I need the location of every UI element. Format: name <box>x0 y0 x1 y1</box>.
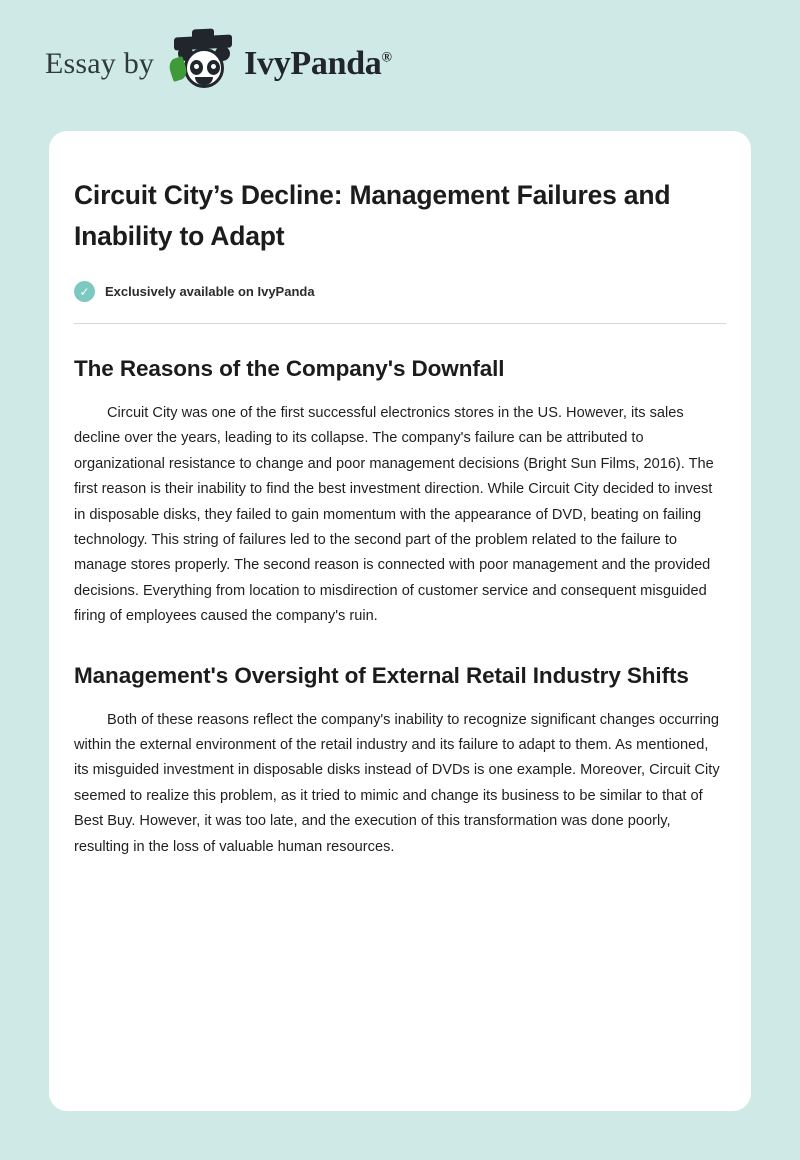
check-circle-icon: ✓ <box>74 281 95 302</box>
section-paragraph-2: Both of these reasons reflect the company's inability to recognize significant changes occurring within the external environment of the retail industry and its failure to adapt to them. As mentioned, its misguided investment in disposable disks instead of DVDs is one example. Moreover, Circuit City seemed to realize this problem, as it tried to mimic and change its business to be similar to that of Best Buy. However, it was too late, and the execution of this transformation was done poorly, resulting in the loss of valuable human resources. <box>74 711 720 855</box>
essay-card <box>49 131 751 1111</box>
panda-logo-icon <box>168 36 240 92</box>
brand-name <box>244 45 392 83</box>
section-paragraph-1: Circuit City was one of the first successful electronics stores in the US. However, its sales decline over the years, leading to its collapse. The company's failure can be attributed to organizational resistance to change and poor management decisions (Bright Sun Films, 2016). The first reason is their inability to find the best investment direction. While Circuit City decided to invest in disposable disks, they failed to gain momentum with the appearance of DVD, beating on failing technology. This string of failures led to the second part of the problem related to the failure to manage stores properly. The second reason is connected with poor management and the provided decisions. Everything from location to misdirection of customer service and consequent misguided firing of employees caused the company's ruin. <box>74 405 714 625</box>
section-heading-1: The Reasons of the Company's Downfall <box>74 356 505 381</box>
section-heading-2: Management's Oversight of External Retail Industry Shifts <box>74 662 689 688</box>
exclusive-badge <box>74 281 725 302</box>
ivypanda-logo[interactable] <box>168 36 392 92</box>
brand-header <box>0 0 800 90</box>
header-divider <box>74 323 726 324</box>
essay-by-label: Essay by <box>45 47 155 80</box>
registered-mark: ® <box>381 50 392 66</box>
brand-name-text: IvyPanda <box>244 45 382 82</box>
page-title: Circuit City’s Decline: Management Failures and Inability to Adapt <box>74 180 671 251</box>
exclusive-badge-label: Exclusively available on IvyPanda <box>105 284 315 299</box>
